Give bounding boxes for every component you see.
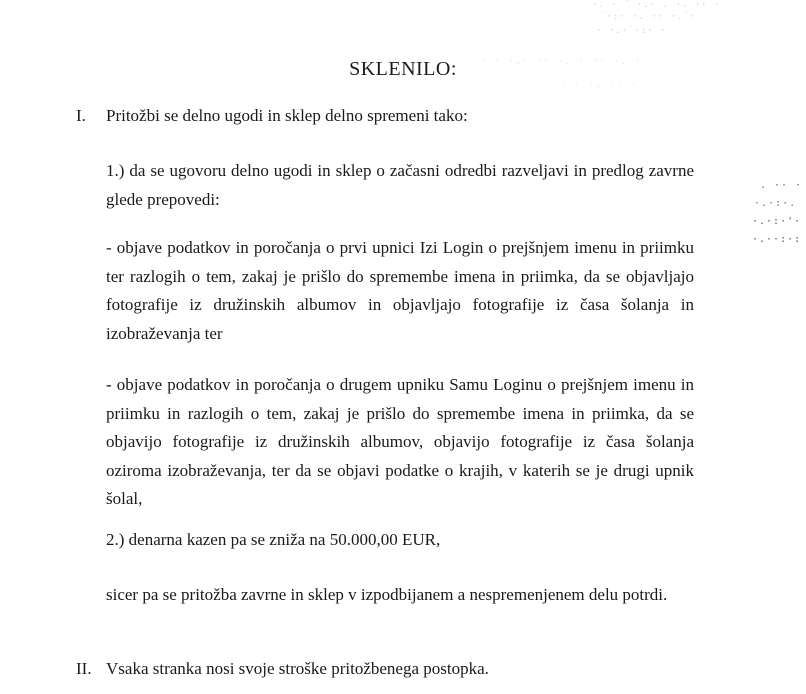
scan-artifact: . ·· · xyxy=(760,180,803,191)
scan-artifact: ˙·:· ·. ·· ·.˙· xyxy=(600,12,697,22)
scan-artifact: ·.·:·'· xyxy=(752,216,802,227)
scan-artifact: · · ·. ·· · xyxy=(560,80,638,91)
section-1-heading: Pritožbi se delno ugodi in sklep delno spremeni tako: xyxy=(106,106,468,125)
item-2-text: 2.) denarna kazen pa se zniža na 50.000,00 EUR, xyxy=(106,530,441,549)
bullet-2-text: - objave podatkov in poročanja o drugem upniku Samu Loginu o prejšnjem imenu in priimku in razlogih o tem, zakaj je prišlo do spremembe imena in priimka, da se objavijo fotografije iz družinskih albumov, objavijo fotografije iz časa šolanja oziroma izobraževanja, ter da se objavi podatke o krajih, v katerih se je drugi upnik šolal, xyxy=(106,375,694,508)
document-title: SKLENILO: xyxy=(349,58,457,80)
scan-artifact: ·.·:·. xyxy=(754,198,797,209)
item-1-text: 1.) da se ugovoru delno ugodi in sklep o začasni odredbi razveljavi in predlog zavrne glede prepovedi: xyxy=(106,161,694,209)
section-2-numeral: II. xyxy=(76,659,92,678)
section-1-numeral: I. xyxy=(76,106,86,125)
bullet-1-text: - objave podatkov in poročanja o prvi upnici Izi Login o prejšnjem imenu in priimku ter razlogih o tem, zakaj je prišlo do spremembe imena in priimka, da se objavljajo fotografije iz družinskih albumov in objavljajo fotografije iz časa šolanja in izobraževanja ter xyxy=(106,238,694,343)
section-2-text: Vsaka stranka nosi svoje stroške pritožbenega postopka. xyxy=(106,659,489,678)
closing-text: sicer pa se pritožba zavrne in sklep v izpodbijanem a nespremenjenem delu potrdi. xyxy=(106,585,668,604)
scan-artifact: · · ·.· ·· ·. · ·· ·. · xyxy=(480,56,642,67)
scan-artifact: · ·.·˙·:· · xyxy=(596,26,667,36)
scan-artifact: ·.··:·: xyxy=(752,234,802,245)
scan-artifact: ·. · ˙ ·.· . ·. ·· · xyxy=(592,0,721,10)
